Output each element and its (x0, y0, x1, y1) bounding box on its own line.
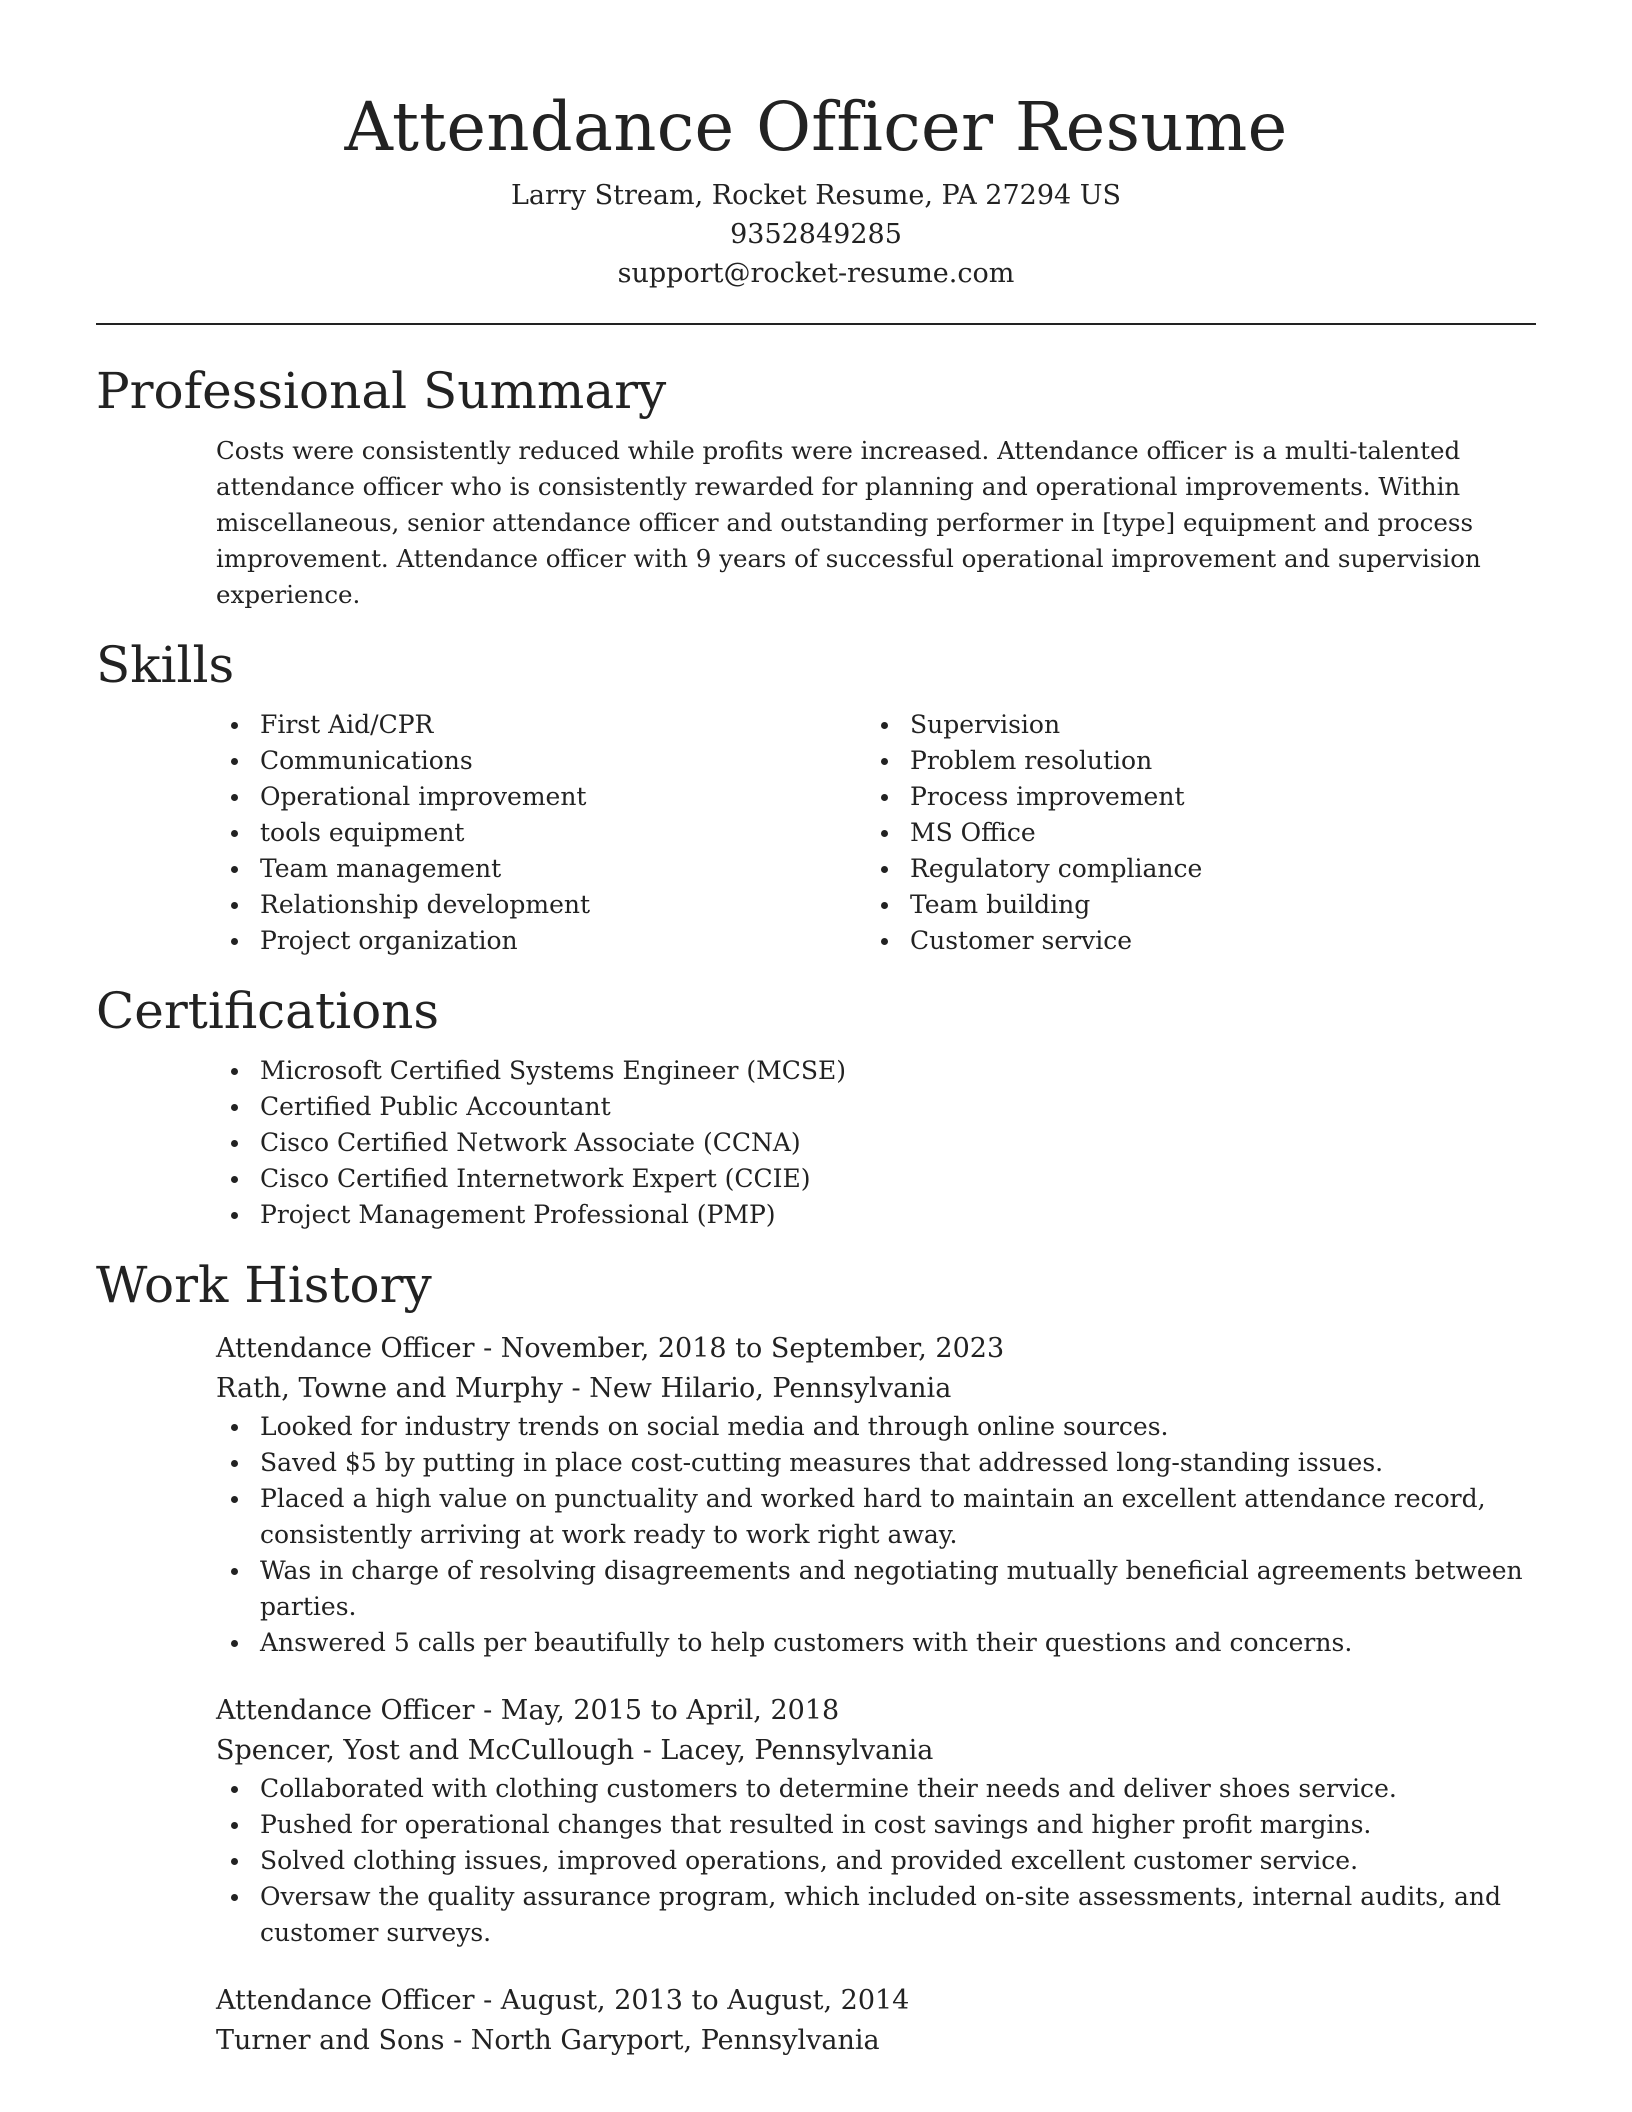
skill-item: MS Office (910, 815, 1516, 851)
job-duty-item: Placed a high value on punctuality and worked hard to maintain an excellent attendance record, consistently arriving at work ready to work right away. (260, 1481, 1536, 1553)
job-duty-item: Looked for industry trends on social media and through online sources. (260, 1409, 1536, 1445)
contact-address: Larry Stream, Rocket Resume, PA 27294 US (510, 180, 1122, 211)
job-duties (216, 1771, 1536, 1951)
skill-item: Project organization (260, 923, 866, 959)
certifications-heading: Certifications (96, 982, 440, 1040)
skill-item: First Aid/CPR (260, 707, 866, 743)
summary-text: Costs were consistently reduced while profits were increased. Attendance officer is a multi-talented attendance officer who is consistently rewarded for planning and operational improvements. Within miscellaneous, senior attendance officer and outstanding performer in [type] equipment and process improvement. Attendance officer with 9 years of successful operational improvement and supervision experience. (216, 436, 1481, 609)
skill-item: Problem resolution (910, 743, 1516, 779)
job-company-location: Rath, Towne and Murphy - New Hilario, Pennsylvania (216, 1373, 952, 1404)
job-duty-item: Pushed for operational changes that resulted in cost savings and higher profit margins. (260, 1807, 1536, 1843)
skill-item: Customer service (910, 923, 1516, 959)
certification-item: Certified Public Accountant (260, 1089, 1536, 1125)
contact-email: support@rocket-resume.com (617, 258, 1015, 289)
job-company-location: Turner and Sons - North Garyport, Pennsylvania (216, 2025, 880, 2056)
job-duty-item: Oversaw the quality assurance program, which included on-site assessments, internal audits, and customer surveys. (260, 1879, 1536, 1951)
skill-item: Relationship development (260, 887, 866, 923)
certification-item: Microsoft Certified Systems Engineer (MCSE) (260, 1053, 1536, 1089)
job-title-dates: Attendance Officer - May, 2015 to April, 2018 (216, 1695, 840, 1726)
job-entry (216, 1691, 1536, 1951)
skill-item: Team building (910, 887, 1516, 923)
job-duties (216, 1409, 1536, 1661)
skills-list (216, 707, 1536, 959)
skill-item: Regulatory compliance (910, 851, 1516, 887)
skills-heading: Skills (96, 636, 235, 694)
certification-item: Cisco Certified Network Associate (CCNA) (260, 1125, 1536, 1161)
job-entry (216, 1981, 1536, 2061)
job-company-location: Spencer, Yost and McCullough - Lacey, Pennsylvania (216, 1735, 934, 1766)
job-duty-item: Answered 5 calls per beautifully to help customers with their questions and concerns. (260, 1625, 1536, 1661)
skill-item: Communications (260, 743, 866, 779)
job-duty-item: Was in charge of resolving disagreements and negotiating mutually beneficial agreements between parties. (260, 1553, 1536, 1625)
summary-section (216, 433, 1536, 613)
work-history-heading: Work History (96, 1256, 432, 1314)
skill-item: Team management (260, 851, 866, 887)
skills-column-left (216, 707, 866, 959)
skill-item: Process improvement (910, 779, 1516, 815)
skills-column-right (866, 707, 1516, 959)
contact-phone: 9352849285 (730, 219, 902, 250)
job-entry (216, 1329, 1536, 1661)
page-title: Attendance Officer Resume (344, 88, 1288, 166)
certification-item: Cisco Certified Internetwork Expert (CCIE) (260, 1161, 1536, 1197)
job-title-dates: Attendance Officer - August, 2013 to August, 2014 (216, 1985, 910, 2016)
job-duty-item: Solved clothing issues, improved operations, and provided excellent customer service. (260, 1843, 1536, 1879)
job-duty-item: Collaborated with clothing customers to determine their needs and deliver shoes service. (260, 1771, 1536, 1807)
certification-item: Project Management Professional (PMP) (260, 1197, 1536, 1233)
header-divider (96, 323, 1536, 325)
job-duty-item: Saved $5 by putting in place cost-cutting measures that addressed long-standing issues. (260, 1445, 1536, 1481)
skill-item: Operational improvement (260, 779, 866, 815)
contact-block (96, 176, 1536, 293)
certifications-list (216, 1053, 1536, 1233)
summary-heading: Professional Summary (96, 362, 667, 420)
skill-item: tools equipment (260, 815, 866, 851)
skill-item: Supervision (910, 707, 1516, 743)
resume-page (96, 0, 1536, 2061)
job-title-dates: Attendance Officer - November, 2018 to September, 2023 (216, 1333, 1005, 1364)
